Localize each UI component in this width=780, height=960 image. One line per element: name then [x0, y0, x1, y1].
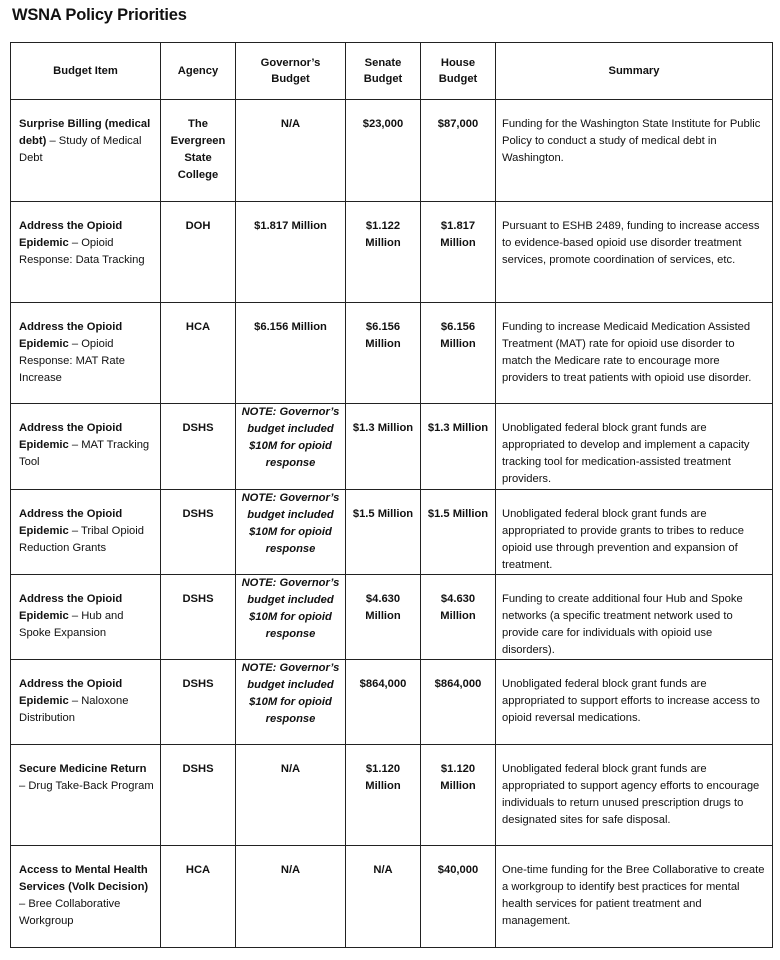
agency-cell: DSHS	[161, 575, 236, 660]
budget-item-detail: – Naloxone Distribution	[19, 695, 129, 724]
summary-cell: One-time funding for the Bree Collaborative to create a workgroup to identify best practices for mental health services for patient treatment and management.	[496, 846, 773, 948]
budget-item-title: Access to Mental Health Services (Volk Decision)	[19, 864, 149, 893]
house-budget-cell: $864,000	[421, 660, 496, 745]
summary-cell: Unobligated federal block grant funds are appropriated to support efforts to increase access to opioid reversal medications.	[496, 660, 773, 745]
budget-item-cell	[11, 575, 161, 660]
agency-cell: DSHS	[161, 660, 236, 745]
budget-item-title: Address the Opioid Epidemic	[19, 220, 123, 249]
budget-item-cell	[11, 100, 161, 202]
col-header-governor-budget: Governor’s Budget	[236, 43, 346, 100]
col-header-budget-item: Budget Item	[11, 43, 161, 100]
table-row	[11, 575, 773, 660]
governor-budget-cell: NOTE: Governor’s budget included $10M for opioid response	[236, 575, 346, 660]
budget-item-cell	[11, 846, 161, 948]
policy-table	[10, 42, 773, 948]
summary-cell: Unobligated federal block grant funds are appropriated to support agency efforts to encourage individuals to return unused prescription drugs to designated sites for safe disposal.	[496, 745, 773, 846]
summary-cell: Funding to increase Medicaid Medication Assisted Treatment (MAT) rate for opioid use disorder to match the Medicare rate to encourage more providers to treat patients with opioid use disorder.	[496, 303, 773, 404]
budget-item-detail: – Drug Take-Back Program	[19, 780, 154, 792]
budget-item-detail: – MAT Tracking Tool	[19, 439, 150, 468]
agency-cell: DOH	[161, 202, 236, 303]
governor-budget-cell: $6.156 Million	[236, 303, 346, 404]
table-row	[11, 490, 773, 575]
governor-budget-cell: $1.817 Million	[236, 202, 346, 303]
agency-cell: HCA	[161, 846, 236, 948]
summary-cell: Unobligated federal block grant funds are appropriated to develop and implement a capacity tracking tool for medication-assisted treatment providers.	[496, 404, 773, 490]
agency-cell: DSHS	[161, 404, 236, 490]
senate-budget-cell: $4.630 Million	[346, 575, 421, 660]
table-row	[11, 745, 773, 846]
house-budget-cell: $4.630 Million	[421, 575, 496, 660]
budget-item-cell	[11, 404, 161, 490]
senate-budget-cell: $23,000	[346, 100, 421, 202]
budget-item-title: Secure Medicine Return	[19, 763, 147, 775]
summary-cell: Pursuant to ESHB 2489, funding to increase access to evidence-based opioid use disorder treatment services, promote coordination of services, etc.	[496, 202, 773, 303]
table-row	[11, 100, 773, 202]
table-row	[11, 404, 773, 490]
col-header-agency: Agency	[161, 43, 236, 100]
budget-item-detail: – Opioid Response: MAT Rate Increase	[19, 338, 125, 384]
budget-item-detail: – Hub and Spoke Expansion	[19, 610, 124, 639]
house-budget-cell: $1.3 Million	[421, 404, 496, 490]
house-budget-cell: $87,000	[421, 100, 496, 202]
page-title: WSNA Policy Priorities	[12, 6, 187, 24]
budget-item-cell	[11, 303, 161, 404]
agency-cell: DSHS	[161, 745, 236, 846]
table-row	[11, 303, 773, 404]
senate-budget-cell: $1.122 Million	[346, 202, 421, 303]
governor-budget-cell: N/A	[236, 100, 346, 202]
budget-item-title: Surprise Billing (medical debt)	[19, 118, 151, 147]
agency-cell: The Evergreen State College	[161, 100, 236, 202]
senate-budget-cell: $1.5 Million	[346, 490, 421, 575]
senate-budget-cell: N/A	[346, 846, 421, 948]
summary-cell: Unobligated federal block grant funds are appropriated to provide grants to tribes to reduce opioid use through prevention and expansion of treatment.	[496, 490, 773, 575]
agency-cell: DSHS	[161, 490, 236, 575]
governor-budget-cell: NOTE: Governor’s budget included $10M for opioid response	[236, 660, 346, 745]
house-budget-cell: $1.817 Million	[421, 202, 496, 303]
budget-item-title: Address the Opioid Epidemic	[19, 678, 123, 707]
house-budget-cell: $1.120 Million	[421, 745, 496, 846]
col-header-house-budget: House Budget	[421, 43, 496, 100]
budget-item-detail: – Study of Medical Debt	[19, 135, 142, 164]
house-budget-cell: $1.5 Million	[421, 490, 496, 575]
governor-budget-cell: N/A	[236, 745, 346, 846]
summary-cell: Funding to create additional four Hub and Spoke networks (a specific treatment network used to provide care for individuals with opioid use disorders).	[496, 575, 773, 660]
budget-item-title: Address the Opioid Epidemic	[19, 321, 123, 350]
budget-item-detail: – Tribal Opioid Reduction Grants	[19, 525, 144, 554]
budget-item-cell	[11, 660, 161, 745]
table-row	[11, 202, 773, 303]
house-budget-cell: $6.156 Million	[421, 303, 496, 404]
senate-budget-cell: $1.3 Million	[346, 404, 421, 490]
budget-item-title: Address the Opioid Epidemic	[19, 508, 123, 537]
senate-budget-cell: $1.120 Million	[346, 745, 421, 846]
budget-item-detail: – Bree Collaborative Workgroup	[19, 898, 121, 927]
budget-item-title: Address the Opioid Epidemic	[19, 593, 123, 622]
governor-budget-cell: NOTE: Governor’s budget included $10M for opioid response	[236, 404, 346, 490]
governor-budget-cell: N/A	[236, 846, 346, 948]
col-header-summary: Summary	[496, 43, 773, 100]
table-row	[11, 846, 773, 948]
summary-cell: Funding for the Washington State Institute for Public Policy to conduct a study of medical debt in Washington.	[496, 100, 773, 202]
table-row	[11, 660, 773, 745]
budget-item-title: Address the Opioid Epidemic	[19, 422, 123, 451]
budget-item-cell	[11, 745, 161, 846]
senate-budget-cell: $6.156 Million	[346, 303, 421, 404]
senate-budget-cell: $864,000	[346, 660, 421, 745]
budget-item-cell	[11, 490, 161, 575]
governor-budget-cell: NOTE: Governor’s budget included $10M for opioid response	[236, 490, 346, 575]
budget-item-cell	[11, 202, 161, 303]
col-header-senate-budget: Senate Budget	[346, 43, 421, 100]
table-header-row	[11, 43, 773, 100]
agency-cell: HCA	[161, 303, 236, 404]
budget-item-detail: – Opioid Response: Data Tracking	[19, 237, 145, 266]
house-budget-cell: $40,000	[421, 846, 496, 948]
